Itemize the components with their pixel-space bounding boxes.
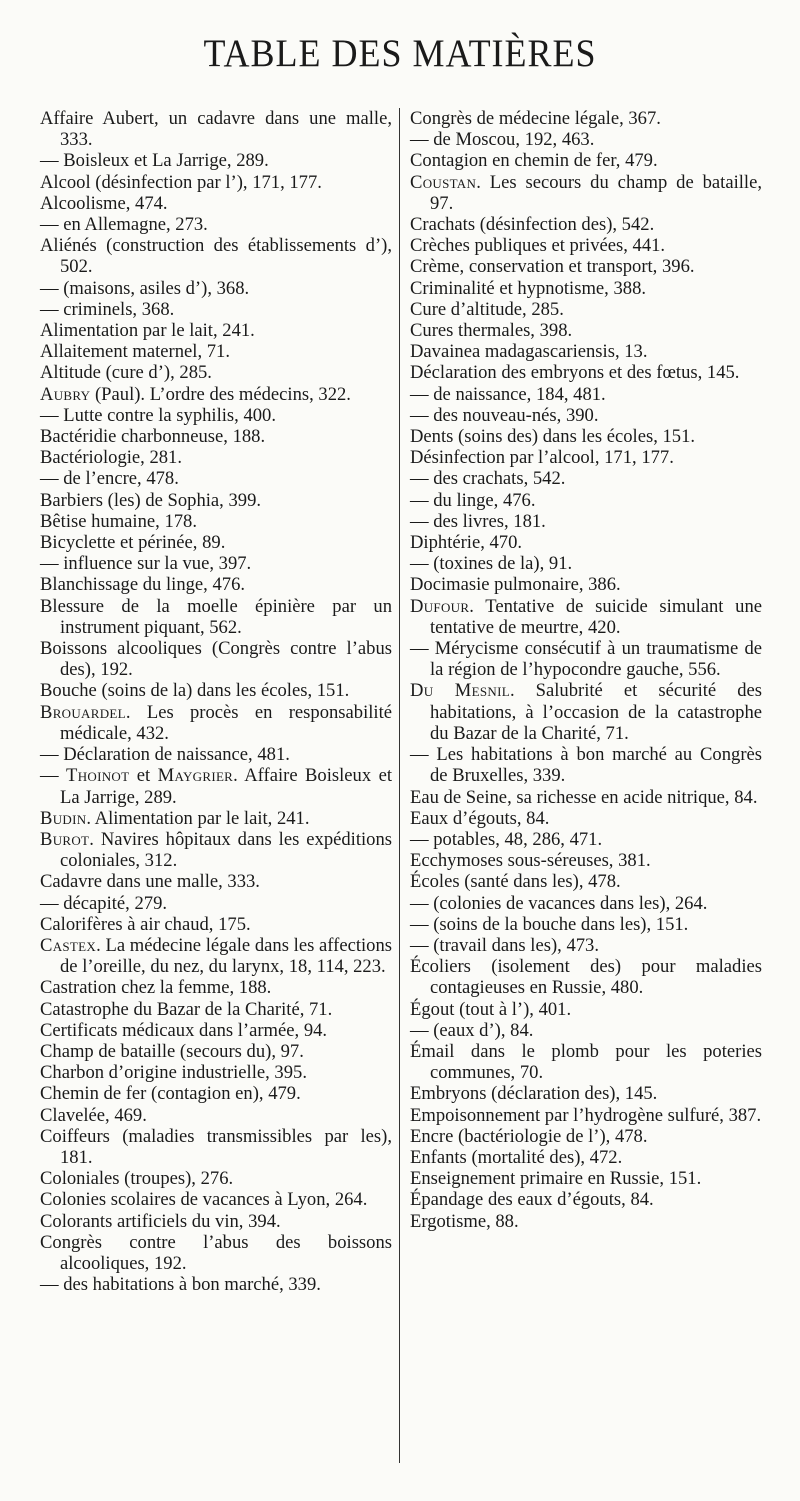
index-entry	[410, 468, 762, 489]
author-name: Dufour	[410, 595, 470, 617]
entry-text: — (toxines de la), 91.	[410, 553, 573, 575]
index-entry	[410, 172, 762, 214]
index-entry	[410, 235, 762, 256]
author-name: Castex	[40, 934, 97, 956]
entry-text: Criminalité et hypnotisme, 388.	[410, 277, 647, 299]
index-entry	[410, 596, 762, 638]
index-entry	[410, 129, 762, 150]
index-entry	[40, 744, 392, 765]
entry-text: — des crachats, 542.	[410, 468, 566, 490]
entry-text: Coloniales (troupes), 276.	[40, 1168, 234, 1190]
entry-text: Cures thermales, 398.	[410, 320, 573, 342]
index-entry	[410, 744, 762, 786]
index-entry	[410, 1020, 762, 1041]
entry-text: Colonies scolaires de vacances à Lyon, 264.	[40, 1189, 368, 1211]
entry-text: Calorifères à air chaud, 175.	[40, 913, 251, 935]
index-entry	[410, 999, 762, 1020]
entry-text: Eau de Seine, sa richesse en acide nitrique, 84.	[410, 786, 758, 808]
entry-text: — Déclaration de naissance, 481.	[40, 744, 290, 766]
entry-text: Boissons alcooliques (Congrès contre l’abus des), 192.	[40, 638, 392, 681]
entry-text: — de l’encre, 478.	[40, 468, 179, 490]
index-entry	[40, 532, 392, 553]
entry-text: Écoliers (isolement des) pour maladies contagieuses en Russie, 480.	[410, 956, 762, 999]
entry-text: Enseignement primaire en Russie, 151.	[410, 1168, 702, 1190]
author-name: Thoinot	[66, 765, 130, 787]
index-entry	[40, 362, 392, 383]
entry-text: Congrès de médecine légale, 367.	[410, 108, 661, 129]
entry-text: Ecchymoses sous-séreuses, 381.	[410, 850, 651, 872]
index-entry	[40, 1083, 392, 1104]
entry-text: Épandage des eaux d’égouts, 84.	[410, 1189, 654, 1211]
entry-text: Certificats médicaux dans l’armée, 94.	[40, 1019, 328, 1041]
index-entry	[410, 447, 762, 468]
entry-text: — (maisons, asiles d’), 368.	[40, 277, 250, 299]
index-entry	[410, 787, 762, 808]
index-entry	[410, 829, 762, 850]
entry-text: Crèches publiques et privées, 441.	[410, 235, 666, 257]
index-entry	[410, 532, 762, 553]
index-entry	[410, 893, 762, 914]
entry-text: — en Allemagne, 273.	[40, 214, 208, 236]
entry-text: — criminels, 368.	[40, 298, 175, 320]
index-entry	[40, 702, 392, 744]
entry-text: Bouche (soins de la) dans les écoles, 151.	[40, 680, 350, 702]
entry-text: Castration chez la femme, 188.	[40, 977, 272, 999]
index-entry	[40, 1105, 392, 1126]
index-entry	[40, 1232, 392, 1274]
index-entry	[40, 108, 392, 150]
index-entry	[40, 1020, 392, 1041]
entry-text: Docimasie pulmonaire, 386.	[410, 574, 621, 596]
entry-text: . Tentative de suicide simulant une tentative de meurtre, 420.	[430, 595, 762, 638]
entry-text: — (colonies de vacances dans les), 264.	[410, 892, 708, 914]
index-entry	[410, 574, 762, 595]
index-entry	[410, 341, 762, 362]
entry-text: Désinfection par l’alcool, 171, 177.	[410, 447, 674, 469]
entry-text: — de Moscou, 192, 463.	[410, 129, 595, 151]
index-entry	[40, 320, 392, 341]
entry-text: Eaux d’égouts, 84.	[410, 807, 550, 829]
index-entry	[40, 1168, 392, 1189]
index-entry	[40, 829, 392, 871]
entry-text: —	[40, 765, 67, 787]
index-entry	[40, 150, 392, 171]
entry-text: Égout (tout à l’), 401.	[410, 998, 572, 1020]
entry-text: Alcoolisme, 474.	[40, 192, 168, 214]
entry-text: Blessure de la moelle épinière par un instrument piquant, 562.	[40, 595, 392, 638]
entry-text: — du linge, 476.	[410, 489, 536, 511]
entry-text: Champ de bataille (secours du), 97.	[40, 1040, 304, 1062]
entry-text: (Paul). L’ordre des médecins, 322.	[90, 383, 351, 405]
entry-text: Cure d’altitude, 285.	[410, 298, 564, 320]
index-entry	[410, 511, 762, 532]
entry-text: . Affaire Boisleux et La Jarrige, 289.	[60, 765, 392, 808]
entry-text: — influence sur la vue, 397.	[40, 553, 252, 575]
index-entry	[410, 1147, 762, 1168]
index-entry	[410, 1126, 762, 1147]
index-entry	[40, 977, 392, 998]
index-entry	[410, 935, 762, 956]
index-entry	[410, 956, 762, 998]
entry-text: . Navires hôpitaux dans les expéditions coloniales, 312.	[60, 828, 392, 872]
index-entry	[410, 405, 762, 426]
index-entry	[410, 256, 762, 277]
index-entry	[410, 914, 762, 935]
index-entry	[410, 278, 762, 299]
entry-text: . La médecine légale dans les affections de l’oreille, du nez, du larynx, 18, 114, 223.	[60, 934, 392, 978]
entry-text: Congrès contre l’abus des boissons alcooliques, 192.	[40, 1231, 392, 1274]
author-name: Maygrier	[157, 765, 234, 787]
index-entry	[410, 638, 762, 680]
entry-text: Altitude (cure d’), 285.	[40, 362, 212, 384]
index-entry	[410, 384, 762, 405]
index-entry	[40, 808, 392, 829]
index-entry	[40, 214, 392, 235]
entry-text: Bactéridie charbonneuse, 188.	[40, 426, 266, 448]
entry-text: — des nouveau-nés, 390.	[410, 404, 599, 426]
entry-text: Émail dans le plomb pour les poteries communes, 70.	[410, 1040, 762, 1084]
entry-text: Enfants (mortalité des), 472.	[410, 1146, 623, 1168]
index-entry	[40, 426, 392, 447]
entry-text: Dents (soins des) dans les écoles, 151.	[410, 426, 696, 448]
entry-text: Alimentation par le lait, 241.	[40, 320, 255, 342]
index-entry	[410, 808, 762, 829]
index-entry	[410, 299, 762, 320]
index-entry	[40, 999, 392, 1020]
index-entry	[410, 1041, 762, 1083]
author-name: Du Mesnil	[410, 680, 510, 702]
index-entry	[40, 1189, 392, 1210]
entry-text: Colorants artificiels du vin, 394.	[40, 1210, 281, 1232]
entry-text: . Les procès en responsabilité médicale, 432.	[60, 701, 392, 744]
entry-text: Bactériologie, 281.	[40, 447, 182, 469]
index-entry	[40, 278, 392, 299]
entry-text: Catastrophe du Bazar de la Charité, 71.	[40, 998, 333, 1020]
index-entry	[40, 935, 392, 977]
entry-text: Barbiers (les) de Sophia, 399.	[40, 489, 262, 511]
index-entry	[40, 299, 392, 320]
entry-text: — Mérycisme consécutif à un traumatisme de la région de l’hypocondre gauche, 556.	[410, 638, 762, 681]
index-entry	[40, 384, 392, 405]
entry-text: — Boisleux et La Jarrige, 289.	[40, 150, 269, 172]
index-entry	[410, 214, 762, 235]
index-column-left	[40, 108, 392, 1295]
index-entry	[410, 1105, 762, 1126]
index-entry	[40, 1274, 392, 1295]
index-entry	[40, 1062, 392, 1083]
entry-text: — Lutte contre la syphilis, 400.	[40, 404, 276, 426]
entry-text: Clavelée, 469.	[40, 1104, 147, 1126]
index-entry	[40, 638, 392, 680]
index-entry	[40, 1126, 392, 1168]
entry-text: Alcool (désinfection par l’), 171, 177.	[40, 171, 322, 193]
index-entry	[40, 893, 392, 914]
author-name: Aubry	[40, 383, 91, 405]
entry-text: — décapité, 279.	[40, 892, 168, 914]
entry-text: Embryons (déclaration des), 145.	[410, 1083, 658, 1105]
page-title: TABLE DES MATIÈRES	[203, 31, 597, 75]
index-entry	[40, 172, 392, 193]
entry-text: Empoisonnement par l’hydrogène sulfuré, 387.	[410, 1104, 762, 1126]
index-entry	[410, 490, 762, 511]
index-entry	[410, 680, 762, 744]
entry-text: Crachats (désinfection des), 542.	[410, 214, 655, 236]
index-entry	[410, 108, 762, 129]
index-entry	[40, 871, 392, 892]
entry-text: et	[129, 765, 158, 787]
entry-text: Charbon d’origine industrielle, 395.	[40, 1062, 307, 1084]
entry-text: — Les habitations à bon marché au Congrès de Bruxelles, 339.	[410, 744, 762, 787]
entry-text: Bicyclette et périnée, 89.	[40, 532, 226, 554]
index-entry	[410, 150, 762, 171]
index-entry	[40, 1211, 392, 1232]
entry-text: Cadavre dans une malle, 333.	[40, 871, 260, 893]
index-entry	[40, 596, 392, 638]
entry-text: Déclaration des embryons et des fœtus, 145.	[410, 362, 740, 384]
entry-text: Ergotisme, 88.	[410, 1210, 519, 1232]
entry-text: Coiffeurs (maladies transmissibles par les), 181.	[40, 1125, 392, 1168]
author-name: Budin	[40, 807, 87, 829]
column-divider	[399, 108, 400, 1463]
entry-text: — des habitations à bon marché, 339.	[40, 1274, 321, 1296]
index-entry	[410, 320, 762, 341]
entry-text: — de naissance, 184, 481.	[410, 383, 606, 405]
entry-text: — potables, 48, 286, 471.	[410, 828, 603, 850]
index-entry	[410, 871, 762, 892]
entry-text: Aliénés (construction des établissements d’), 502.	[40, 235, 392, 278]
index-entry	[40, 405, 392, 426]
index-entry	[40, 680, 392, 701]
entry-text: Crème, conservation et transport, 396.	[410, 256, 695, 278]
index-entry	[410, 553, 762, 574]
entry-text: — (travail dans les), 473.	[410, 934, 599, 956]
index-entry	[410, 1083, 762, 1104]
index-entry	[40, 553, 392, 574]
entry-text: Chemin de fer (contagion en), 479.	[40, 1083, 301, 1105]
index-entry	[410, 426, 762, 447]
entry-text: Davainea madagascariensis, 13.	[410, 341, 648, 363]
entry-text: Bêtise humaine, 178.	[40, 510, 197, 532]
entry-text: . Alimentation par le lait, 241.	[86, 807, 310, 829]
entry-text: Encre (bactériologie de l’), 478.	[410, 1125, 648, 1147]
author-name: Burot	[40, 828, 90, 850]
entry-text: Blanchissage du linge, 476.	[40, 574, 246, 596]
index-entry	[410, 362, 762, 383]
index-entry	[410, 850, 762, 871]
entry-text: — (soins de la bouche dans les), 151.	[410, 913, 689, 935]
index-entry	[410, 1168, 762, 1189]
entry-text: Affaire Aubert, un cadavre dans une malle, 333.	[40, 108, 392, 151]
entry-text: Écoles (santé dans les), 478.	[410, 871, 621, 893]
index-entry	[40, 1041, 392, 1062]
index-entry	[40, 765, 392, 807]
entry-text: Allaitement maternel, 71.	[40, 341, 231, 363]
entry-text: . Les secours du champ de bataille, 97.	[430, 171, 762, 214]
index-entry	[40, 574, 392, 595]
index-entry	[40, 193, 392, 214]
entry-text: Diphtérie, 470.	[410, 532, 523, 554]
index-entry	[40, 468, 392, 489]
index-entry	[40, 490, 392, 511]
index-entry	[40, 341, 392, 362]
index-entry	[410, 1211, 762, 1232]
entry-text: — (eaux d’), 84.	[410, 1019, 534, 1041]
entry-text: . Salubrité et sécurité des habitations, à l’occasion de la catastrophe du Bazar de la Charité, 71.	[430, 680, 762, 744]
index-entry	[40, 235, 392, 277]
index-entry	[40, 447, 392, 468]
author-name: Coustan	[410, 171, 477, 193]
entry-text: Contagion en chemin de fer, 479.	[410, 150, 658, 172]
index-column-right	[410, 108, 762, 1232]
entry-text: — des livres, 181.	[410, 510, 546, 532]
index-entry	[410, 1189, 762, 1210]
index-entry	[40, 511, 392, 532]
author-name: Brouardel	[40, 701, 126, 723]
index-entry	[40, 914, 392, 935]
